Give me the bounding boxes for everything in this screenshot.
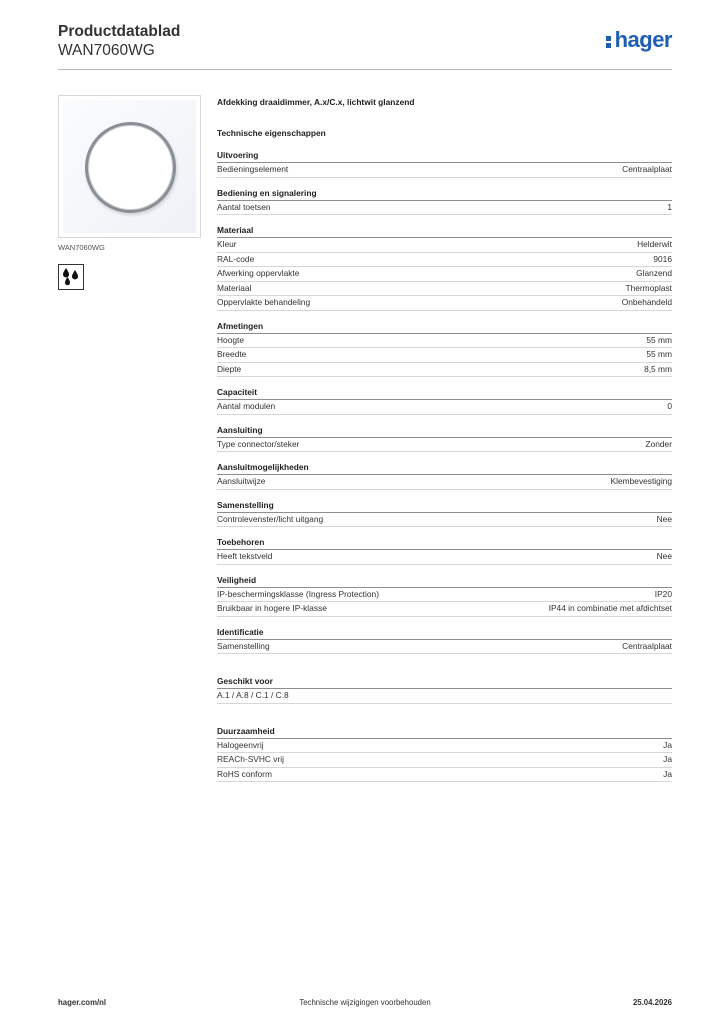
property-label: Oppervlakte behandeling <box>217 297 311 307</box>
property-value: 55 mm <box>646 334 672 345</box>
property-value: Ja <box>663 768 672 779</box>
property-value: Nee <box>656 513 672 524</box>
property-label: Type connector/steker <box>217 438 300 449</box>
property-label: Aansluitwijze <box>217 476 266 486</box>
property-value: Centraalplaat <box>622 640 672 651</box>
property-row <box>217 400 672 415</box>
property-row <box>217 253 672 268</box>
property-row <box>217 640 672 655</box>
property-value: 55 mm <box>646 349 672 359</box>
property-row <box>217 334 672 349</box>
property-value: Klembevestiging <box>610 476 672 486</box>
logo-text: hager <box>614 27 672 52</box>
footer-date: 25.04.2026 <box>632 998 672 1007</box>
group-title: Aansluiting <box>217 425 672 438</box>
property-group <box>217 425 672 453</box>
group-title: Materiaal <box>217 225 672 238</box>
property-row <box>217 282 672 297</box>
property-group <box>217 387 672 415</box>
property-group <box>217 462 672 490</box>
property-value: Nee <box>656 551 672 561</box>
water-drops-icon <box>58 264 84 290</box>
product-description: Afdekking draaidimmer, A.x/C.x, lichtwit glanzend <box>217 97 415 107</box>
property-label: Aantal modulen <box>217 401 276 411</box>
group-title: Aansluitmogelijkheden <box>217 462 672 475</box>
property-label: Controlevenster/licht uitgang <box>217 513 324 524</box>
group-title: Toebehoren <box>217 537 672 550</box>
hager-logo <box>606 28 672 52</box>
property-label: RoHS conform <box>217 768 272 779</box>
property-row <box>217 550 672 565</box>
property-row <box>217 739 672 754</box>
dimmer-knob <box>85 122 176 213</box>
property-value: Centraalplaat <box>622 164 672 174</box>
product-code: WAN7060WG <box>58 42 155 59</box>
product-image <box>58 95 201 238</box>
property-row <box>217 363 672 378</box>
property-row <box>217 588 672 603</box>
property-label: RAL-code <box>217 253 255 264</box>
property-label: Bruikbaar in hogere IP-klasse <box>217 603 327 613</box>
technical-properties <box>217 150 672 654</box>
property-group <box>217 575 672 617</box>
property-row <box>217 602 672 617</box>
property-label: Heeft tekstveld <box>217 551 273 561</box>
property-label: IP-beschermingsklasse (Ingress Protection) <box>217 588 379 599</box>
logo-colon-icon <box>606 32 613 49</box>
sustainability-section <box>217 726 672 783</box>
property-label: Bedieningselement <box>217 164 289 174</box>
property-value: Zonder <box>645 438 672 449</box>
property-group <box>217 150 672 178</box>
property-label: Halogeenvrij <box>217 739 264 750</box>
group-title: Samenstelling <box>217 500 672 513</box>
property-row <box>217 201 672 216</box>
technical-properties-title: Technische eigenschappen <box>217 128 326 138</box>
property-value: 1 <box>667 201 672 212</box>
property-row <box>217 163 672 178</box>
property-label: Hoogte <box>217 334 245 345</box>
property-row <box>217 768 672 783</box>
property-label: Diepte <box>217 363 242 374</box>
property-value: Helderwit <box>637 239 672 249</box>
document-title: Productdatablad <box>58 23 181 40</box>
property-group <box>217 225 672 311</box>
content <box>217 96 672 792</box>
suitable-for-section <box>217 676 672 704</box>
property-group <box>217 500 672 528</box>
property-group <box>217 537 672 565</box>
property-row <box>217 348 672 363</box>
group-title: Veiligheid <box>217 575 672 588</box>
property-row <box>217 753 672 768</box>
property-row <box>217 438 672 453</box>
group-title: Afmetingen <box>217 321 672 334</box>
property-group <box>217 188 672 216</box>
property-row <box>217 475 672 490</box>
property-label: A.1 / A.8 / C.1 / C.8 <box>217 690 289 700</box>
property-label: Afwerking oppervlakte <box>217 268 300 278</box>
property-label: Samenstelling <box>217 640 270 651</box>
property-label: Materiaal <box>217 282 252 293</box>
property-row <box>217 296 672 311</box>
document-footer <box>58 998 672 1010</box>
property-value: IP44 in combinatie met afdichtset <box>548 603 672 613</box>
property-label: Aantal toetsen <box>217 201 271 212</box>
property-value: Ja <box>663 739 672 750</box>
property-row <box>217 238 672 253</box>
property-label: Kleur <box>217 239 237 249</box>
property-value: Glanzend <box>636 268 672 278</box>
property-group <box>217 627 672 655</box>
property-label: Breedte <box>217 349 247 359</box>
property-value: IP20 <box>654 588 672 599</box>
group-title: Capaciteit <box>217 387 672 400</box>
property-value: 8,5 mm <box>644 363 672 374</box>
group-title: Bediening en signalering <box>217 188 672 201</box>
water-drops-icon-svg <box>59 265 83 289</box>
property-row <box>217 513 672 528</box>
property-group <box>217 321 672 378</box>
property-row <box>217 267 672 282</box>
footer-website: hager.com/nl <box>58 998 107 1007</box>
property-value: Onbehandeld <box>621 297 672 307</box>
group-title: Identificatie <box>217 627 672 640</box>
footer-disclaimer: Technische wijzigingen voorbehouden <box>299 998 431 1007</box>
property-value: 9016 <box>653 253 672 264</box>
property-label: REACh-SVHC vrij <box>217 754 285 764</box>
property-value: Ja <box>663 754 672 764</box>
image-caption: WAN7060WG <box>58 243 105 252</box>
property-value: Thermoplast <box>625 282 672 293</box>
property-value: 0 <box>667 401 672 411</box>
document-header <box>58 22 672 70</box>
group-title: Geschikt voor <box>217 676 672 689</box>
property-row <box>217 689 672 704</box>
group-title: Duurzaamheid <box>217 726 672 739</box>
cover-plate <box>63 100 196 233</box>
group-title: Uitvoering <box>217 150 672 163</box>
